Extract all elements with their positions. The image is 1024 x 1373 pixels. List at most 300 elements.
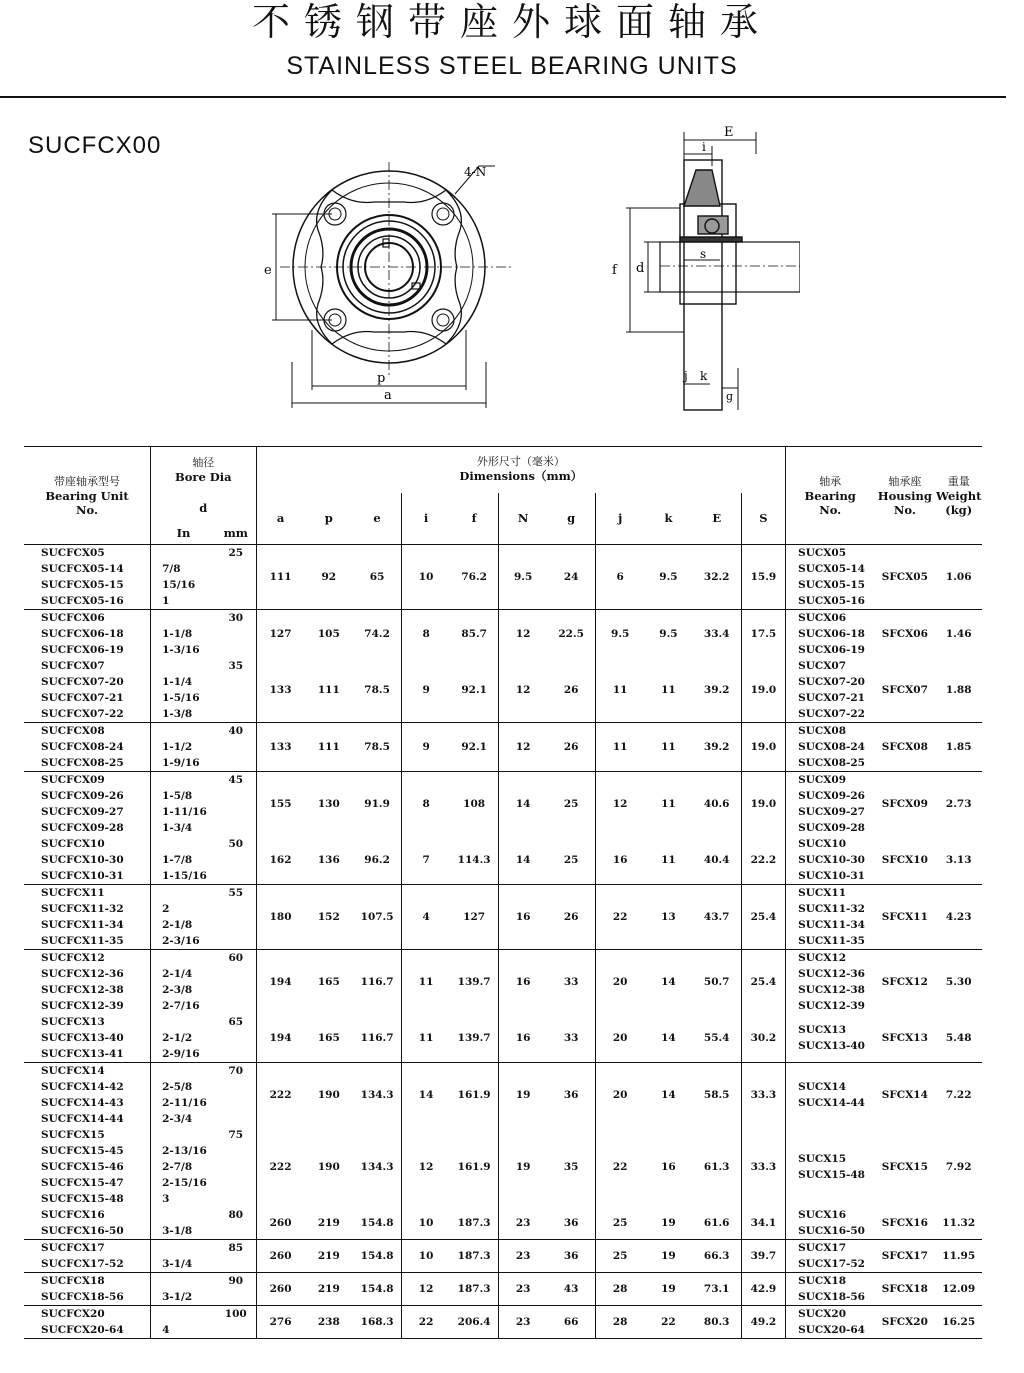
dimension-p: 111 (305, 723, 354, 772)
dimension-i: 11 (402, 950, 451, 1015)
weight-value: 4.23 (935, 885, 982, 950)
housing-number: SFCX12 (874, 950, 935, 1015)
unit-number: SUCFCX06-19 (24, 642, 151, 658)
dimension-e: 134.3 (353, 1063, 402, 1128)
unit-number: SUCFCX08-24 (24, 739, 151, 755)
dimension-k: 11 (644, 772, 693, 837)
header-col-k: k (664, 511, 673, 526)
housing-number: SFCX15 (881, 1161, 928, 1173)
dimension-E: 55.4 (693, 1014, 742, 1063)
dimension-f: 108 (450, 772, 499, 837)
header-unit-en1: Bearing Unit (45, 488, 129, 503)
table-row (24, 1273, 982, 1290)
unit-number: SUCFCX14 (24, 1063, 151, 1080)
header-bearing-en2: No. (819, 502, 842, 517)
bore-inch (151, 1014, 216, 1030)
bearing-number: SUCX05-15 (798, 579, 865, 591)
dimension-j: 22 (596, 885, 645, 950)
header-mm: mm (216, 523, 256, 545)
title-english: STAINLESS STEEL BEARING UNITS (286, 52, 738, 80)
dimension-E: 33.4 (693, 610, 742, 659)
dimension-S: 34.1 (741, 1207, 785, 1240)
dimension-f: 85.7 (450, 610, 499, 659)
dimension-i: 12 (402, 1273, 451, 1306)
bore-mm: 30 (216, 610, 256, 659)
dimension-i: 4 (402, 885, 451, 950)
bearing-numbers (786, 1207, 875, 1240)
bore-inch (151, 658, 216, 674)
table-row (24, 950, 982, 967)
dimension-N: 14 (515, 854, 531, 866)
header-housing-cn: 轴承座 (888, 474, 922, 488)
bearing-numbers (786, 610, 875, 659)
dimension-p: 219 (305, 1273, 354, 1306)
dimension-g: 25 (547, 836, 596, 885)
dimension-S: 25.4 (741, 885, 785, 950)
table-row (24, 1240, 982, 1257)
housing-number: SFCX13 (881, 1032, 928, 1044)
weight-value: 1.46 (935, 610, 982, 659)
bore-inch: 7/8 (162, 563, 181, 575)
dimension-j: 22 (612, 1161, 628, 1173)
bearing-number: SUCX16-50 (798, 1225, 865, 1237)
dimension-k: 14 (661, 1032, 676, 1044)
header-col-j: j (618, 511, 623, 526)
label-f: f (612, 263, 617, 278)
dimension-S: 33.3 (741, 1063, 785, 1128)
table-row (24, 885, 982, 902)
label-i: i (702, 140, 706, 154)
bore-inch (151, 1240, 216, 1257)
bore-mm: 50 (216, 836, 256, 885)
weight-value: 5.48 (945, 1032, 972, 1044)
bore-mm: 65 (216, 1014, 256, 1063)
header-dimensions (256, 447, 786, 493)
unit-number: SUCFCX07-22 (24, 706, 151, 723)
dimension-j: 11 (596, 723, 645, 772)
bearing-number: SUCX07-22 (798, 708, 865, 720)
header-bearing-en1: Bearing (804, 488, 856, 503)
bore-mm: 45 (216, 772, 256, 837)
housing-number: SFCX07 (881, 684, 928, 696)
dimension-a: 194 (256, 950, 305, 1015)
dimension-k: 11 (644, 723, 693, 772)
bearing-numbers (786, 545, 875, 610)
bearing-number: SUCX20 (798, 1308, 846, 1320)
label-g: g (726, 390, 734, 403)
bore-inch: 1 (162, 595, 170, 607)
dimension-e: 74.2 (353, 610, 402, 659)
dimension-p: 136 (317, 854, 340, 866)
unit-number: SUCFCX09-28 (24, 820, 151, 836)
label-k: k (700, 369, 708, 383)
header-col-e: e (353, 493, 402, 545)
bore-inch: 2-15/16 (162, 1177, 207, 1189)
dimension-E: 61.6 (693, 1207, 742, 1240)
table-row (24, 545, 982, 562)
bore-mm: 60 (216, 950, 256, 1015)
bearing-numbers (786, 1240, 875, 1273)
bearing-number: SUCX05-16 (798, 595, 865, 607)
dimension-p: 219 (317, 1217, 340, 1229)
header-col-g: g (547, 493, 596, 545)
housing-number: SFCX20 (874, 1306, 935, 1339)
dimension-f: 92.1 (450, 723, 499, 772)
dimension-k: 9.5 (659, 571, 678, 583)
dimension-e: 116.7 (353, 1014, 402, 1063)
bore-inch: 2-9/16 (162, 1048, 200, 1060)
dimension-f: 161.9 (450, 1127, 499, 1207)
unit-number: SUCFCX11 (24, 885, 151, 902)
bore-inch: 1-7/8 (162, 854, 193, 866)
unit-number: SUCFCX09-27 (24, 804, 151, 820)
header-d: d (151, 493, 256, 523)
header-in: In (176, 526, 191, 541)
dimension-p: 152 (305, 885, 354, 950)
dimension-k: 9.5 (644, 610, 693, 659)
dimension-j: 16 (612, 854, 628, 866)
unit-number: SUCFCX17 (24, 1240, 151, 1257)
unit-number: SUCFCX15-46 (24, 1159, 151, 1175)
header-col-S: S (741, 493, 785, 545)
dimension-g: 35 (547, 1127, 596, 1207)
dimension-S: 39.7 (741, 1240, 785, 1273)
bore-mm: 55 (216, 885, 256, 950)
header-unit (24, 447, 151, 545)
unit-number: SUCFCX10 (24, 836, 151, 852)
header-weight (935, 447, 982, 545)
weight-value: 3.13 (945, 854, 972, 866)
dimension-j: 20 (612, 1032, 628, 1044)
bearing-number: SUCX09-26 (798, 790, 865, 802)
bore-inch: 4 (162, 1324, 170, 1336)
dimension-N: 23 (515, 1217, 531, 1229)
dimension-N: 23 (499, 1273, 548, 1306)
dimension-e: 154.8 (353, 1207, 402, 1240)
dimension-S: 19.0 (741, 772, 785, 837)
table-row (24, 658, 982, 674)
dimension-N: 14 (499, 772, 548, 837)
dimension-f: 161.9 (450, 1063, 499, 1128)
weight-value: 1.88 (945, 684, 972, 696)
label-s: s (700, 247, 707, 261)
bore-inch (151, 1127, 216, 1143)
unit-number: SUCFCX05-14 (24, 561, 151, 577)
dimension-k: 13 (644, 885, 693, 950)
dimension-e: 134.3 (353, 1127, 402, 1207)
weight-value: 7.22 (935, 1063, 982, 1128)
weight-value: 7.92 (945, 1161, 972, 1173)
dimension-E: 39.2 (693, 723, 742, 772)
dimension-a: 133 (256, 723, 305, 772)
dimension-E: 43.7 (693, 885, 742, 950)
bearing-number: SUCX17 (798, 1242, 846, 1254)
dimension-E: 39.2 (693, 658, 742, 723)
dimension-k: 19 (661, 1217, 676, 1229)
unit-number: SUCFCX13-40 (24, 1030, 151, 1046)
unit-number: SUCFCX20-64 (24, 1322, 151, 1339)
dimension-N: 12 (499, 610, 548, 659)
table-row (24, 836, 982, 852)
dimension-i: 8 (402, 610, 451, 659)
bore-inch: 1-3/16 (162, 644, 200, 656)
bearing-number: SUCX07-21 (798, 692, 865, 704)
header-bearing-cn: 轴承 (819, 474, 842, 488)
unit-number: SUCFCX09-26 (24, 788, 151, 804)
dimension-k: 22 (644, 1306, 693, 1339)
unit-number: SUCFCX07-21 (24, 690, 151, 706)
header-dims-cn: 外形尺寸（毫米） (476, 455, 565, 468)
unit-number: SUCFCX09 (24, 772, 151, 789)
unit-number: SUCFCX16 (24, 1207, 151, 1223)
dimension-i: 10 (418, 1217, 434, 1229)
dimension-a: 127 (256, 610, 305, 659)
unit-number: SUCFCX18 (24, 1273, 151, 1290)
header-weight-en1: Weight (936, 488, 982, 503)
housing-number: SFCX11 (874, 885, 935, 950)
header-housing-en1: Housing (877, 488, 932, 503)
dimension-e: 107.5 (353, 885, 402, 950)
bore-inch (151, 950, 216, 967)
dimension-p: 238 (305, 1306, 354, 1339)
table-row (24, 1063, 982, 1080)
housing-number: SFCX16 (881, 1217, 928, 1229)
dimension-S: 25.4 (741, 950, 785, 1015)
title-chinese: 不锈钢带座外球面轴承 (251, 0, 772, 44)
dimension-N: 19 (515, 1161, 531, 1173)
dimension-f: 187.3 (450, 1240, 499, 1273)
weight-value: 11.95 (935, 1240, 982, 1273)
header-unit-en2: No. (76, 502, 99, 517)
bore-inch: 3-1/8 (162, 1225, 193, 1237)
dimension-k: 14 (644, 1063, 693, 1128)
bearing-number: SUCX11-32 (798, 903, 865, 915)
bearing-number: SUCX06-19 (798, 644, 865, 656)
dimension-i: 7 (422, 854, 430, 866)
dimension-N: 16 (499, 885, 548, 950)
dimension-i: 10 (402, 1240, 451, 1273)
bore-inch (151, 1207, 216, 1223)
dimension-S: 33.3 (741, 1127, 785, 1207)
dimension-f: 206.4 (450, 1306, 499, 1339)
bore-inch: 1-1/4 (162, 676, 193, 688)
dimension-j: 28 (596, 1306, 645, 1339)
bearing-numbers (786, 1273, 875, 1306)
bore-mm: 100 (216, 1306, 256, 1339)
bore-inch: 3-1/2 (162, 1291, 193, 1303)
dimension-e: 78.5 (353, 723, 402, 772)
dimension-E: 50.7 (693, 950, 742, 1015)
dimension-E: 73.1 (693, 1273, 742, 1306)
bearing-number: SUCX12-39 (798, 1000, 865, 1012)
dimension-N: 9.5 (513, 571, 533, 583)
header-col-N: N (517, 511, 529, 526)
unit-number: SUCFCX08-25 (24, 755, 151, 772)
bore-inch: 1-1/8 (162, 628, 193, 640)
dimension-g: 25 (547, 772, 596, 837)
bore-inch: 2-1/2 (162, 1032, 193, 1044)
dimension-k: 11 (661, 854, 676, 866)
unit-number: SUCFCX17-52 (24, 1256, 151, 1273)
dimension-j: 20 (596, 950, 645, 1015)
dimension-k: 11 (661, 684, 676, 696)
bore-mm: 85 (216, 1240, 256, 1273)
dimension-g: 26 (547, 723, 596, 772)
dimension-j: 25 (596, 1240, 645, 1273)
bore-inch (151, 885, 216, 902)
unit-number: SUCFCX15-45 (24, 1143, 151, 1159)
dimension-g: 22.5 (547, 610, 596, 659)
bearing-number: SUCX06 (798, 612, 846, 624)
header-col-E: E (693, 493, 742, 545)
bore-inch (151, 1306, 216, 1323)
unit-number: SUCFCX11-35 (24, 933, 151, 950)
bearing-number: SUCX08-24 (798, 741, 865, 753)
dimension-a: 194 (269, 1032, 292, 1044)
table-row (24, 1014, 982, 1030)
dimension-j: 11 (612, 684, 628, 696)
dimension-g: 26 (547, 885, 596, 950)
dimension-E: 40.4 (693, 836, 742, 885)
bore-inch: 2-3/8 (162, 984, 193, 996)
weight-value: 16.25 (935, 1306, 982, 1339)
bearing-numbers (786, 772, 875, 837)
header-housing-en2: No. (893, 502, 916, 517)
dimension-e: 96.2 (353, 836, 402, 885)
bearing-number: SUCX11-35 (798, 935, 865, 947)
unit-number: SUCFCX14-44 (24, 1111, 151, 1127)
header-bearing (786, 447, 875, 545)
bearing-number: SUCX08 (798, 725, 846, 737)
bearing-number: SUCX05 (798, 547, 846, 559)
bearing-number: SUCX07-20 (798, 676, 865, 688)
weight-value: 11.32 (942, 1217, 976, 1229)
bearing-number: SUCX15-48 (798, 1169, 865, 1181)
unit-number: SUCFCX12-38 (24, 982, 151, 998)
dimension-j: 9.5 (596, 610, 645, 659)
dimension-f: 187.3 (450, 1273, 499, 1306)
bearing-number: SUCX13-40 (798, 1040, 865, 1052)
unit-number: SUCFCX12 (24, 950, 151, 967)
dimension-g: 26 (547, 658, 596, 723)
label-d: d (636, 261, 645, 276)
dimension-k: 19 (644, 1240, 693, 1273)
dimension-E: 58.5 (693, 1063, 742, 1128)
bearing-number: SUCX09-28 (798, 822, 865, 834)
header-bore-en: Bore Dia (175, 469, 232, 484)
header-weight-en2: (kg) (945, 502, 973, 517)
unit-number: SUCFCX07-20 (24, 674, 151, 690)
dimension-e: 78.5 (353, 658, 402, 723)
dimension-f: 114.3 (450, 836, 499, 885)
header-bore-cn: 轴径 (192, 455, 215, 469)
bearing-number: SUCX10 (798, 838, 846, 850)
bore-inch: 1-11/16 (162, 806, 207, 818)
header-col-a: a (276, 511, 285, 526)
dimension-S: 30.2 (741, 1014, 785, 1063)
bearing-number: SUCX05-14 (798, 563, 865, 575)
bore-inch (151, 772, 216, 789)
dimension-g: 24 (547, 545, 596, 610)
bearing-number: SUCX14 (798, 1081, 846, 1093)
weight-value: 1.06 (945, 571, 972, 583)
bore-inch (151, 1063, 216, 1080)
label-p: p (377, 371, 386, 386)
dimension-f: 92.1 (450, 658, 499, 723)
dimension-p: 92 (321, 571, 337, 583)
unit-number: SUCFCX18-56 (24, 1289, 151, 1306)
dimension-e: 116.7 (353, 950, 402, 1015)
dimension-a: 133 (269, 684, 292, 696)
dimension-f: 139.7 (450, 950, 499, 1015)
unit-number: SUCFCX10-31 (24, 868, 151, 885)
table-row (24, 1207, 982, 1223)
dimension-S: 49.2 (741, 1306, 785, 1339)
unit-number: SUCFCX11-32 (24, 901, 151, 917)
dimension-f: 187.3 (450, 1207, 499, 1240)
dimension-g: 33 (547, 1014, 596, 1063)
dimension-a: 260 (256, 1273, 305, 1306)
unit-number: SUCFCX15 (24, 1127, 151, 1143)
bore-mm: 75 (216, 1127, 256, 1207)
bore-inch: 2-5/8 (162, 1081, 193, 1093)
bore-inch: 2-1/8 (162, 919, 193, 931)
dimension-N: 12 (515, 684, 531, 696)
dimension-g: 66 (547, 1306, 596, 1339)
dimension-S: 19.0 (741, 723, 785, 772)
label-E: E (724, 125, 734, 140)
dimension-p: 219 (305, 1240, 354, 1273)
header-bore (151, 447, 256, 493)
dimension-a: 260 (256, 1240, 305, 1273)
dimension-k: 14 (644, 950, 693, 1015)
dimension-i: 11 (418, 1032, 434, 1044)
bearing-numbers (786, 950, 875, 1015)
unit-number: SUCFCX10-30 (24, 852, 151, 868)
bearing-number: SUCX15 (798, 1153, 846, 1165)
dimension-f: 139.7 (450, 1014, 499, 1063)
bore-inch: 15/16 (162, 579, 196, 591)
unit-number: SUCFCX14-42 (24, 1079, 151, 1095)
dimension-E: 61.3 (693, 1127, 742, 1207)
header-col-p: p (324, 511, 333, 526)
dimension-p: 165 (317, 1032, 340, 1044)
dimension-N: 12 (499, 723, 548, 772)
label-a: a (384, 388, 392, 403)
unit-number: SUCFCX13 (24, 1014, 151, 1030)
dimension-a: 180 (256, 885, 305, 950)
header-housing (874, 447, 935, 545)
dimension-j: 6 (616, 571, 624, 583)
housing-number: SFCX18 (874, 1273, 935, 1306)
dimension-N: 23 (499, 1240, 548, 1273)
side-view-drawing (600, 118, 800, 414)
bearing-number: SUCX10-31 (798, 870, 865, 882)
bearing-number: SUCX11-34 (798, 919, 865, 931)
unit-number: SUCFCX20 (24, 1306, 151, 1323)
dimension-a: 222 (269, 1161, 292, 1173)
bore-inch: 2-3/4 (162, 1113, 193, 1125)
bore-inch: 3-1/4 (162, 1258, 193, 1270)
dimension-a: 260 (269, 1217, 292, 1229)
bore-inch: 1-3/8 (162, 708, 193, 720)
bore-mm: 80 (216, 1207, 256, 1240)
dimension-g: 36 (547, 1240, 596, 1273)
bore-inch: 1-5/16 (162, 692, 200, 704)
bearing-numbers (786, 885, 875, 950)
table-row (24, 772, 982, 789)
bearing-number: SUCX17-52 (798, 1258, 865, 1270)
